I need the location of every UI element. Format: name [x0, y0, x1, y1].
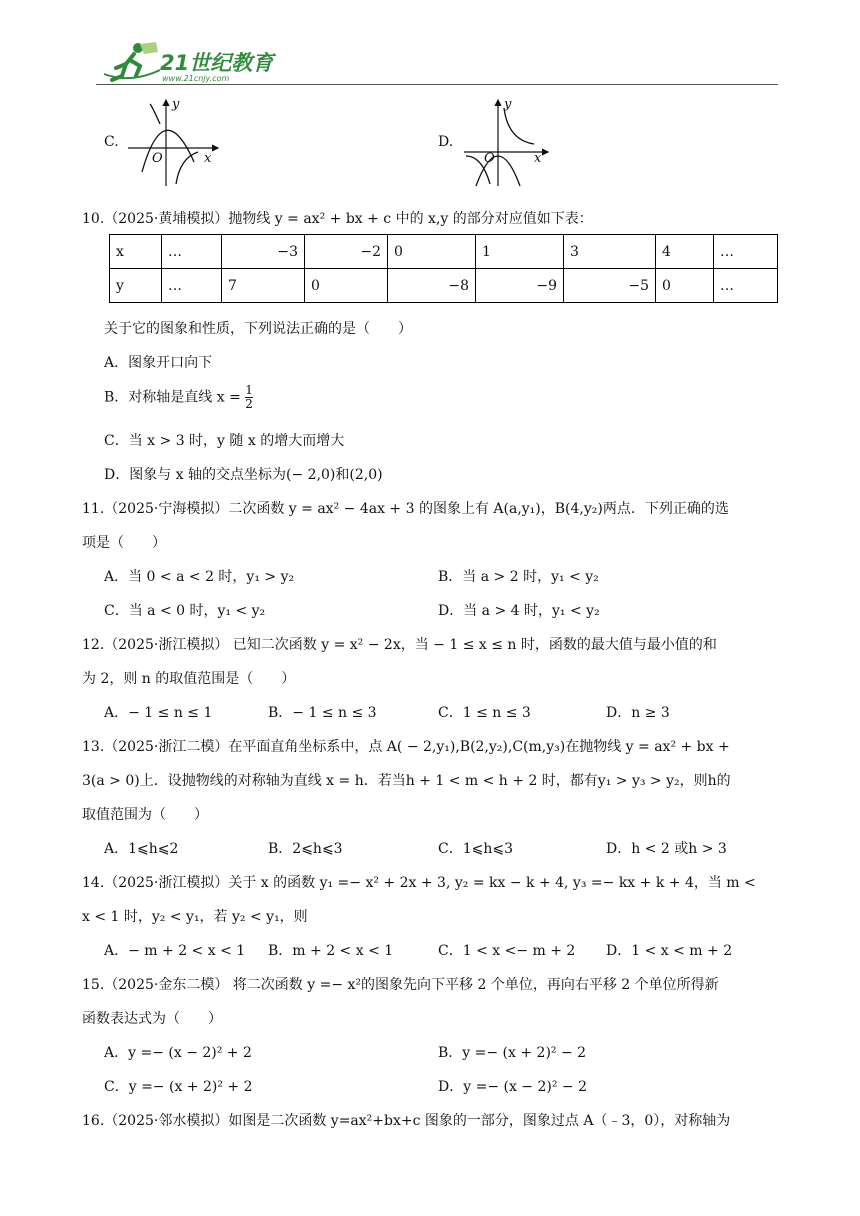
header-divider	[96, 84, 778, 85]
svg-text:y: y	[172, 97, 180, 112]
q11-option-b[interactable]: B．当 a > 2 时，y₁ < y₂	[438, 569, 599, 585]
fraction: $\frac{1}{2}$	[245, 383, 253, 411]
table-cell: …	[162, 269, 222, 303]
table-row-x	[110, 235, 778, 269]
q10-option-b[interactable]: B．对称轴是直线 x = $\frac{1}{2}$	[104, 383, 253, 411]
q12-option-c[interactable]: C．1 ≤ n ≤ 3	[438, 705, 531, 721]
svg-text:y: y	[504, 97, 512, 112]
q14-option-d[interactable]: D．1 < x < m + 2	[606, 943, 733, 959]
table-cell: 3	[564, 235, 656, 269]
table-cell: …	[714, 235, 778, 269]
table-row-y	[110, 269, 778, 303]
graph-c	[124, 96, 224, 188]
q15-line2: 函数表达式为（ ）	[82, 1011, 222, 1027]
table-cell: 1	[476, 235, 564, 269]
q14-option-a[interactable]: A．− m + 2 < x < 1	[104, 943, 246, 959]
q14-line2: x < 1 时，y₂ < y₁，若 y₂ < y₁，则	[82, 909, 308, 925]
q15-option-a[interactable]: A．y =− (x − 2)² + 2	[104, 1045, 252, 1061]
q16-line1: 16.（2025·邻水模拟）如图是二次函数 y=ax²+bx+c 图象的一部分，图象过点 A（﹣3，0），对称轴为	[82, 1113, 731, 1129]
table-cell: −2	[305, 235, 388, 269]
table-cell: −8	[388, 269, 476, 303]
q12-option-d[interactable]: D．n ≥ 3	[606, 705, 670, 721]
table-cell: …	[162, 235, 222, 269]
table-cell: 0	[656, 269, 714, 303]
q13-option-b[interactable]: B．2⩽h⩽3	[268, 841, 343, 857]
q10-value-table	[109, 234, 778, 303]
q13-option-a[interactable]: A．1⩽h⩽2	[104, 841, 179, 857]
table-cell: 4	[656, 235, 714, 269]
q12-option-b[interactable]: B．− 1 ≤ n ≤ 3	[268, 705, 377, 721]
q15-line1: 15.（2025·金东二模） 将二次函数 y =− x²的图象先向下平移 2 个单位，再向右平移 2 个单位所得新	[82, 977, 719, 993]
table-cell: 0	[388, 235, 476, 269]
table-cell: −5	[564, 269, 656, 303]
logo-url: www.21cnjy.com	[162, 74, 230, 83]
q11-option-c[interactable]: C．当 a < 0 时，y₁ < y₂	[104, 603, 266, 619]
logo-text: 21世纪教育	[160, 51, 274, 75]
q12-line1: 12.（2025·浙江模拟） 已知二次函数 y = x² − 2x，当 − 1 ≤ x ≤ n 时，函数的最大值与最小值的和	[82, 637, 717, 653]
svg-text:x: x	[204, 151, 212, 166]
q15-option-d[interactable]: D．y =− (x − 2)² − 2	[438, 1079, 588, 1095]
table-cell: …	[714, 269, 778, 303]
q14-option-c[interactable]: C．1 < x <− m + 2	[438, 943, 576, 959]
q13-option-d[interactable]: D．h < 2 或h > 3	[606, 841, 727, 857]
q11-line2: 项是（ ）	[82, 535, 166, 551]
table-cell: 0	[305, 269, 388, 303]
graph-d	[460, 96, 560, 188]
runner-icon	[104, 42, 160, 80]
q10-stem: 10.（2025·黄埔模拟）抛物线 y = ax² + bx + c 中的 x,y 的部分对应值如下表：	[82, 211, 593, 227]
q10-prompt: 关于它的图象和性质，下列说法正确的是（ ）	[104, 321, 412, 337]
q15-option-c[interactable]: C．y =− (x + 2)² + 2	[104, 1079, 253, 1095]
q13-line3: 取值范围为（ ）	[82, 807, 208, 823]
q15-option-b[interactable]: B．y =− (x + 2)² − 2	[438, 1045, 587, 1061]
table-cell: y	[110, 269, 162, 303]
table-cell: −3	[222, 235, 305, 269]
svg-text:O: O	[152, 151, 163, 166]
q13-option-c[interactable]: C．1⩽h⩽3	[438, 841, 514, 857]
q13-line2: 3(a > 0)上．设抛物线的对称轴为直线 x = h．若当h + 1 < m < h + 2 时，都有y₁ > y₃ > y₂，则h的	[82, 773, 731, 789]
q10-option-c[interactable]: C．当 x > 3 时，y 随 x 的增大而增大	[104, 433, 345, 449]
q12-option-a[interactable]: A．− 1 ≤ n ≤ 1	[104, 705, 213, 721]
q10-option-a[interactable]: A．图象开口向下	[104, 355, 213, 371]
q14-line1: 14.（2025·浙江模拟）关于 x 的函数 y₁ =− x² + 2x + 3, y₂ = kx − k + 4, y₃ =− kx + k + 4，当 m <	[82, 875, 756, 891]
q14-option-b[interactable]: B．m + 2 < x < 1	[268, 943, 394, 959]
q13-line1: 13.（2025·浙江二模）在平面直角坐标系中，点 A( − 2,y₁),B(2,y₂),C(m,y₃)在抛物线 y = ax² + bx +	[82, 739, 730, 755]
site-logo	[100, 40, 290, 84]
table-cell: 7	[222, 269, 305, 303]
svg-text:x: x	[534, 151, 542, 166]
svg-text:O: O	[484, 151, 495, 166]
q11-option-d[interactable]: D．当 a > 4 时，y₁ < y₂	[438, 603, 600, 619]
option-c-label: C.	[104, 134, 119, 150]
q11-line1: 11.（2025·宁海模拟）二次函数 y = ax² − 4ax + 3 的图象上有 A(a,y₁)，B(4,y₂)两点．下列正确的选	[82, 501, 729, 517]
table-cell: −9	[476, 269, 564, 303]
table-cell: x	[110, 235, 162, 269]
option-d-label: D.	[438, 134, 454, 150]
q12-line2: 为 2，则 n 的取值范围是（ ）	[82, 671, 296, 687]
q11-option-a[interactable]: A．当 0 < a < 2 时，y₁ > y₂	[104, 569, 295, 585]
q10-option-d[interactable]: D．图象与 x 轴的交点坐标为(− 2,0)和(2,0)	[104, 467, 383, 483]
